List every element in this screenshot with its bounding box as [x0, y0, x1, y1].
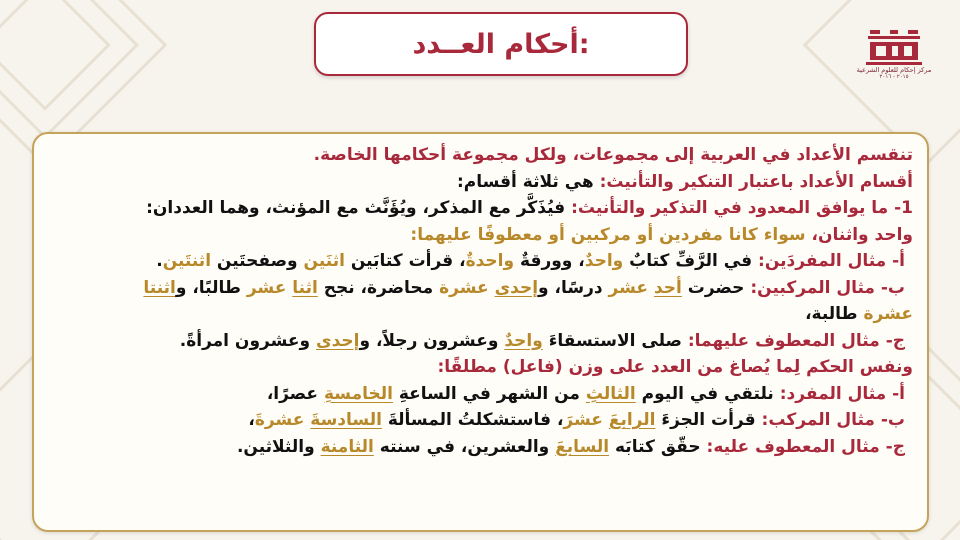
- text-segment: ، قرأت كتابَين: [344, 251, 466, 271]
- text-segment: الخامسةِ: [323, 383, 393, 404]
- text-line: [48, 354, 913, 381]
- text-segment: ،: [248, 410, 255, 430]
- text-segment: ، وورقةٌ: [514, 251, 585, 271]
- text-line: [48, 407, 913, 434]
- text-segment: طالبة،: [805, 304, 864, 324]
- brand-logo: [848, 26, 940, 94]
- text-line: [48, 381, 913, 408]
- text-segment: حقّق كتابَه: [609, 436, 701, 457]
- text-segment: عشر: [608, 277, 649, 298]
- title-box: [314, 12, 688, 76]
- text-segment: ج- مثال المعطوف عليه:: [700, 436, 905, 457]
- text-segment: عشر: [246, 277, 287, 298]
- text-segment: واحد واثنان،: [805, 224, 913, 245]
- text-segment: في الرَّفِّ كتابٌ: [623, 251, 753, 271]
- text-segment: واحدٌ: [584, 251, 624, 271]
- text-line: [48, 169, 913, 196]
- text-segment: إحدى: [315, 330, 360, 351]
- text-segment: إحدى: [494, 277, 539, 298]
- text-segment: فيُذَكَّر مع المذكر، ويُؤَنَّث مع المؤنث، وهما العددان:: [146, 198, 566, 218]
- text-segment: نلتقي في اليوم: [635, 383, 774, 404]
- text-segment: عشرَ: [563, 410, 603, 430]
- logo-subtitle: مركز إحكام للعلوم الشرعية: [856, 66, 932, 74]
- text-segment: عصرًا،: [266, 383, 324, 404]
- text-segment: السابعَ: [555, 436, 610, 457]
- text-segment: وصفحتَين: [211, 251, 304, 271]
- text-segment: سواء كانا مفردين أو مركبين أو معطوفًا عليهما:: [410, 224, 806, 245]
- text-segment: ب- مثال المركب:: [755, 410, 905, 430]
- text-segment: 1- ما يوافق المعدود في التذكير والتأنيث:: [565, 198, 913, 218]
- text-segment: وعشرون امرأةً.: [179, 330, 316, 351]
- text-segment: الثامنة: [320, 436, 374, 457]
- text-segment: درسًا، و: [538, 277, 609, 298]
- text-segment: تنقسم الأعداد في العربية إلى مجموعات، ولكل مجموعة أحكامها الخاصة.: [313, 145, 913, 165]
- text-segment: الرابعَ: [608, 410, 656, 430]
- text-line: [48, 328, 913, 355]
- text-segment: قرأت الجزءَ: [655, 410, 756, 430]
- text-segment: محاضرة، نجح: [317, 277, 440, 298]
- text-line: [48, 222, 913, 249]
- text-segment: اثنَين: [303, 251, 345, 271]
- text-segment: اثنا: [292, 277, 318, 298]
- text-segment: أ- مثال المفرد:: [773, 383, 905, 404]
- text-line: [48, 248, 913, 275]
- text-segment: ج- مثال المعطوف عليهما:: [681, 330, 905, 351]
- text-segment: ، فاستشكلتُ المسألةَ: [381, 410, 564, 430]
- logo-tagline: ٢٠١٥ - ٢٠١٦: [879, 74, 909, 80]
- text-segment: عشرة: [439, 277, 489, 298]
- text-segment: اثنتا: [143, 277, 176, 298]
- text-segment: ب- مثال المركبين:: [744, 277, 905, 298]
- page-title: أحكام العــدد:: [412, 28, 590, 60]
- text-segment: حضرت: [681, 277, 745, 298]
- text-segment: وعشرون رجلاً، و: [359, 330, 505, 351]
- logo-icon: [864, 26, 924, 66]
- text-segment: أقسام الأعداد باعتبار التنكير والتأنيث:: [593, 171, 913, 192]
- text-segment: طالبًا، و: [175, 277, 247, 298]
- text-segment: والثلاثين.: [236, 436, 321, 457]
- text-line: [48, 275, 913, 302]
- text-segment: واحدةٌ: [465, 251, 515, 271]
- text-segment: هي ثلاثة أقسام:: [456, 171, 594, 192]
- text-segment: والعشرين، في سنته: [373, 436, 556, 457]
- text-line: [48, 142, 913, 169]
- text-segment: الثالثِ: [585, 383, 636, 404]
- content-panel: [32, 132, 929, 532]
- content-text: [48, 142, 913, 460]
- text-segment: عشرةَ: [254, 410, 305, 430]
- text-line: [48, 301, 913, 328]
- text-segment: أ- مثال المفردَين:: [752, 251, 905, 271]
- text-segment: أحد: [653, 277, 682, 298]
- text-segment: عشرة: [863, 304, 913, 324]
- text-segment: واحدٌ: [504, 330, 543, 351]
- text-line: [48, 195, 913, 222]
- text-segment: من الشهر في الساعةِ: [392, 383, 586, 404]
- text-segment: السادسةَ: [310, 410, 382, 430]
- text-segment: اثنتَين: [162, 251, 212, 271]
- text-segment: ونفس الحكم لِما يُصاغ من العدد على وزن (فاعل) مطلقًا:: [437, 357, 913, 377]
- text-segment: صلى الاستسقاءَ: [542, 330, 682, 351]
- text-line: [48, 434, 913, 461]
- text-segment: .: [156, 251, 163, 271]
